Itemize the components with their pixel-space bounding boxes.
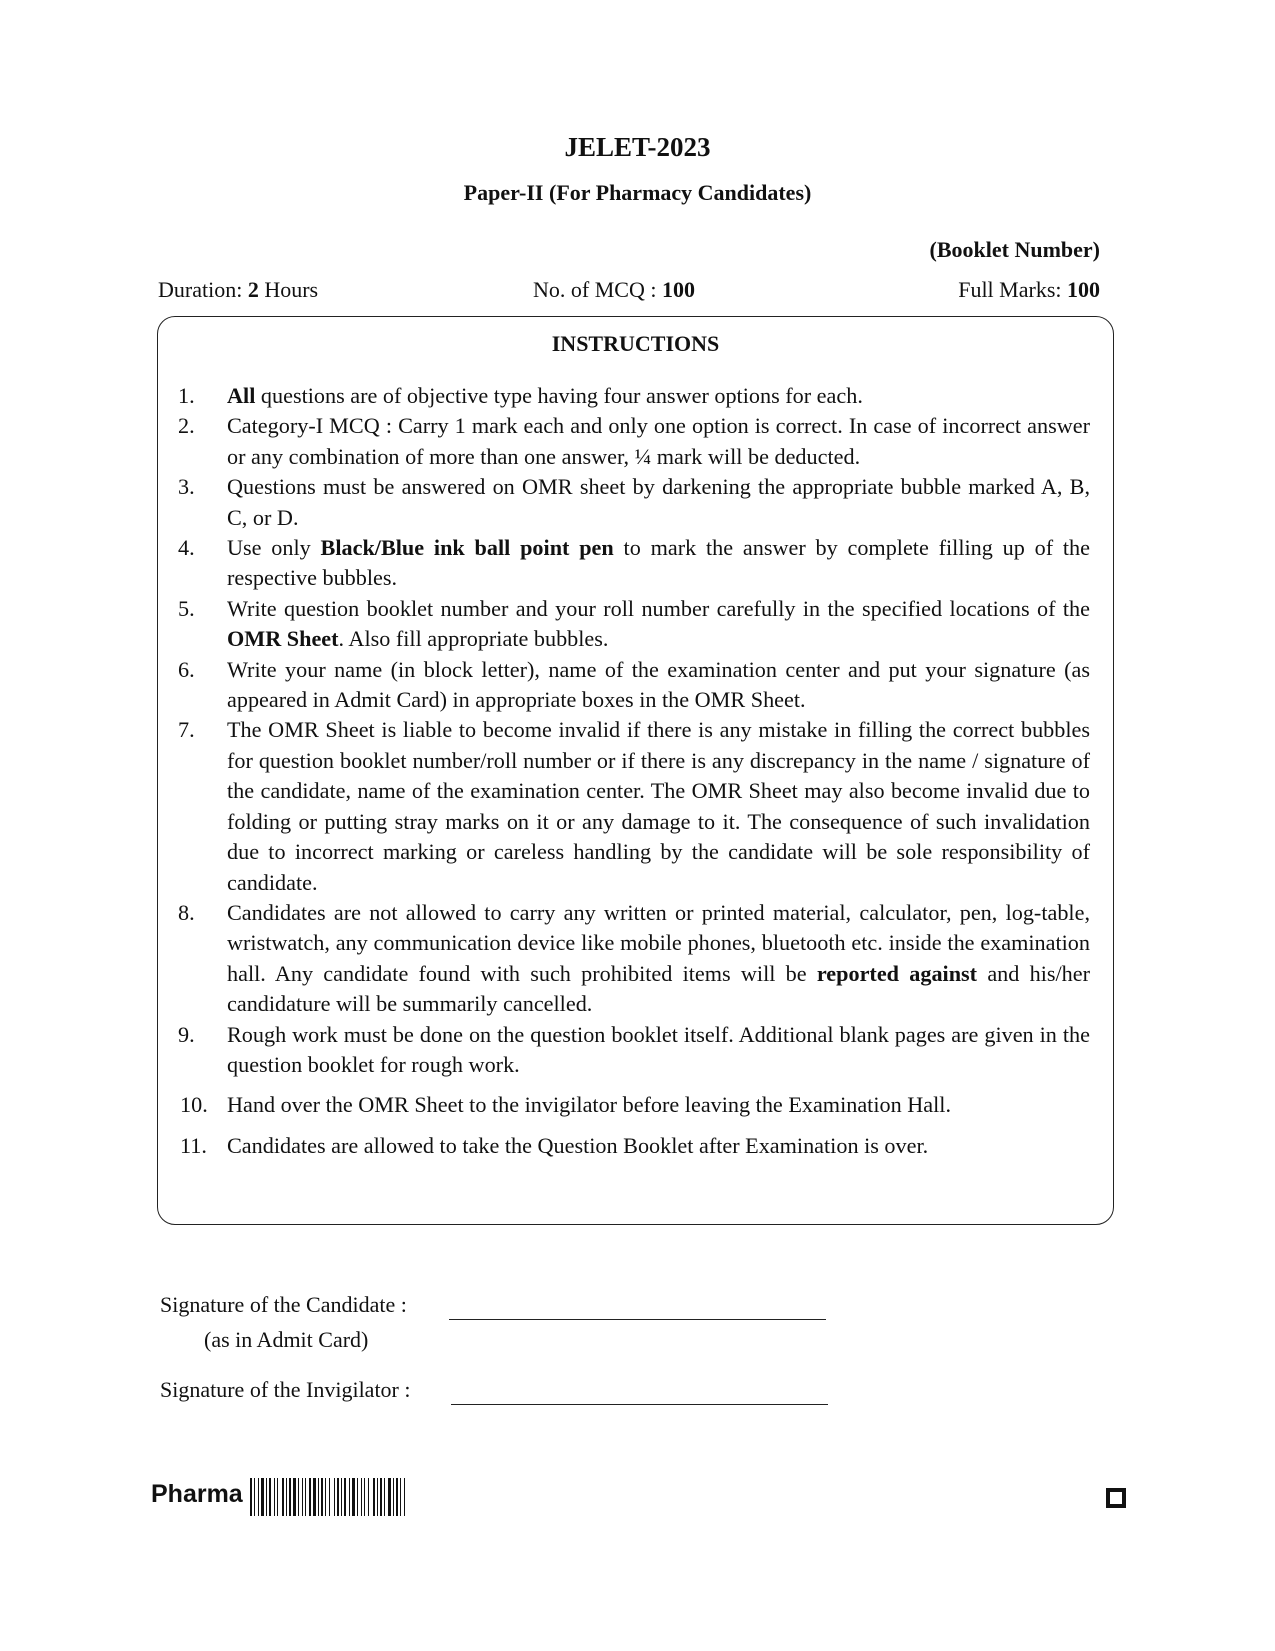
duration — [158, 277, 318, 303]
item-text: to mark the answer by complete filling up of the respective bubbles. — [227, 535, 1090, 591]
list-item — [158, 715, 1113, 897]
item-number: 6. — [178, 656, 195, 682]
mcq-label: No. of MCQ : — [533, 277, 662, 302]
list-item — [158, 472, 1113, 533]
list-item — [158, 594, 1113, 655]
marks-value: 100 — [1067, 277, 1100, 302]
subject-code: Pharma — [151, 1480, 243, 1508]
item-text: Questions must be answered on OMR sheet by darkening the appropriate bubble marked A, B, C, or D. — [227, 474, 1090, 530]
item-text: The OMR Sheet is liable to become invalid if there is any mistake in filling the correct bubbles for question booklet number/roll number or if there is any discrepancy in the name / signature of the candidate, name of the examination center. The OMR Sheet may also become invalid due to folding or putting stray marks on it or any damage to it. The consequence of such invalidation due to incorrect marking or careless handling by the candidate will be sole responsibility of candidate. — [227, 717, 1090, 895]
duration-value: 2 — [247, 277, 259, 302]
marks-label: Full Marks: — [958, 277, 1067, 302]
item-number: 3. — [178, 474, 195, 500]
full-marks — [958, 277, 1100, 303]
item-number: 2. — [178, 413, 195, 439]
barcode-icon — [250, 1478, 516, 1516]
item-number: 5. — [178, 595, 195, 621]
exam-title: JELET-2023 — [564, 132, 711, 162]
list-item — [158, 898, 1113, 1020]
invigilator-signature-line[interactable] — [451, 1404, 828, 1405]
item-number: 7. — [178, 717, 195, 743]
item-number: 8. — [178, 899, 195, 925]
item-bold-text: Black/Blue ink ball point pen — [320, 535, 614, 561]
item-text: Rough work must be done on the question booklet itself. Additional blank pages are given in the question booklet for rough work. — [227, 1021, 1090, 1077]
list-item — [158, 381, 1113, 411]
mcq-value: 100 — [661, 277, 695, 302]
list-item — [158, 1131, 1113, 1161]
booklet-number-label: (Booklet Number) — [929, 237, 1100, 262]
instructions-box — [157, 316, 1114, 1225]
item-number: 9. — [178, 1021, 195, 1047]
item-text: Candidates are not allowed to carry any written or printed material, calculator, pen, log-table, wristwatch, any communication device like mobile phones, bluetooth etc. inside the examination hall. Any candidate found with such prohibited items will be — [227, 899, 1090, 986]
paper-title: Paper-II (For Pharmacy Candidates) — [463, 180, 812, 205]
instructions-heading: INSTRUCTIONS — [551, 331, 720, 356]
item-text: Write question booklet number and your roll number carefully in the specified locations of the — [227, 595, 1090, 621]
admit-card-note: (as in Admit Card) — [204, 1327, 369, 1352]
list-item — [158, 411, 1113, 472]
instructions-list — [158, 381, 1113, 1161]
item-number: 1. — [178, 383, 195, 408]
item-text: Use only — [227, 535, 321, 561]
item-bold-text: OMR Sheet — [227, 626, 339, 652]
duration-unit: Hours — [258, 277, 319, 302]
item-text: Candidates are allowed to take the Question Booklet after Examination is over. — [227, 1132, 929, 1158]
list-item — [158, 1090, 1113, 1120]
square-marker-icon — [1106, 1488, 1126, 1508]
item-number: 11. — [180, 1132, 207, 1158]
item-text: Category-I MCQ : Carry 1 mark each and only one option is correct. In case of incorrect answer or any combination of more than one answer, ¼ mark will be deducted. — [227, 413, 1090, 469]
item-bold-text: All — [227, 383, 256, 408]
item-text: and his/her candidature will be summarily cancelled. — [227, 960, 1090, 1017]
list-item — [158, 533, 1113, 594]
item-bold-text: reported against — [816, 960, 978, 986]
list-item — [158, 1020, 1113, 1081]
invigilator-signature-label: Signature of the Invigilator : — [160, 1377, 411, 1402]
item-text: Write your name (in block letter), name of the examination center and put your signature (as appeared in Admit Card) in appropriate boxes in the OMR Sheet. — [227, 656, 1090, 713]
item-number: 4. — [178, 535, 195, 561]
list-item — [158, 655, 1113, 716]
candidate-signature-label: Signature of the Candidate : — [160, 1292, 407, 1317]
item-number: 10. — [180, 1092, 208, 1118]
item-text: questions are of objective type having four answer options for each. — [255, 383, 863, 408]
duration-label: Duration: — [158, 277, 248, 302]
item-text: Hand over the OMR Sheet to the invigilator before leaving the Examination Hall. — [227, 1092, 951, 1118]
candidate-signature-line[interactable] — [449, 1319, 826, 1320]
mcq-count — [533, 277, 695, 303]
item-text: . Also fill appropriate bubbles. — [338, 626, 609, 652]
